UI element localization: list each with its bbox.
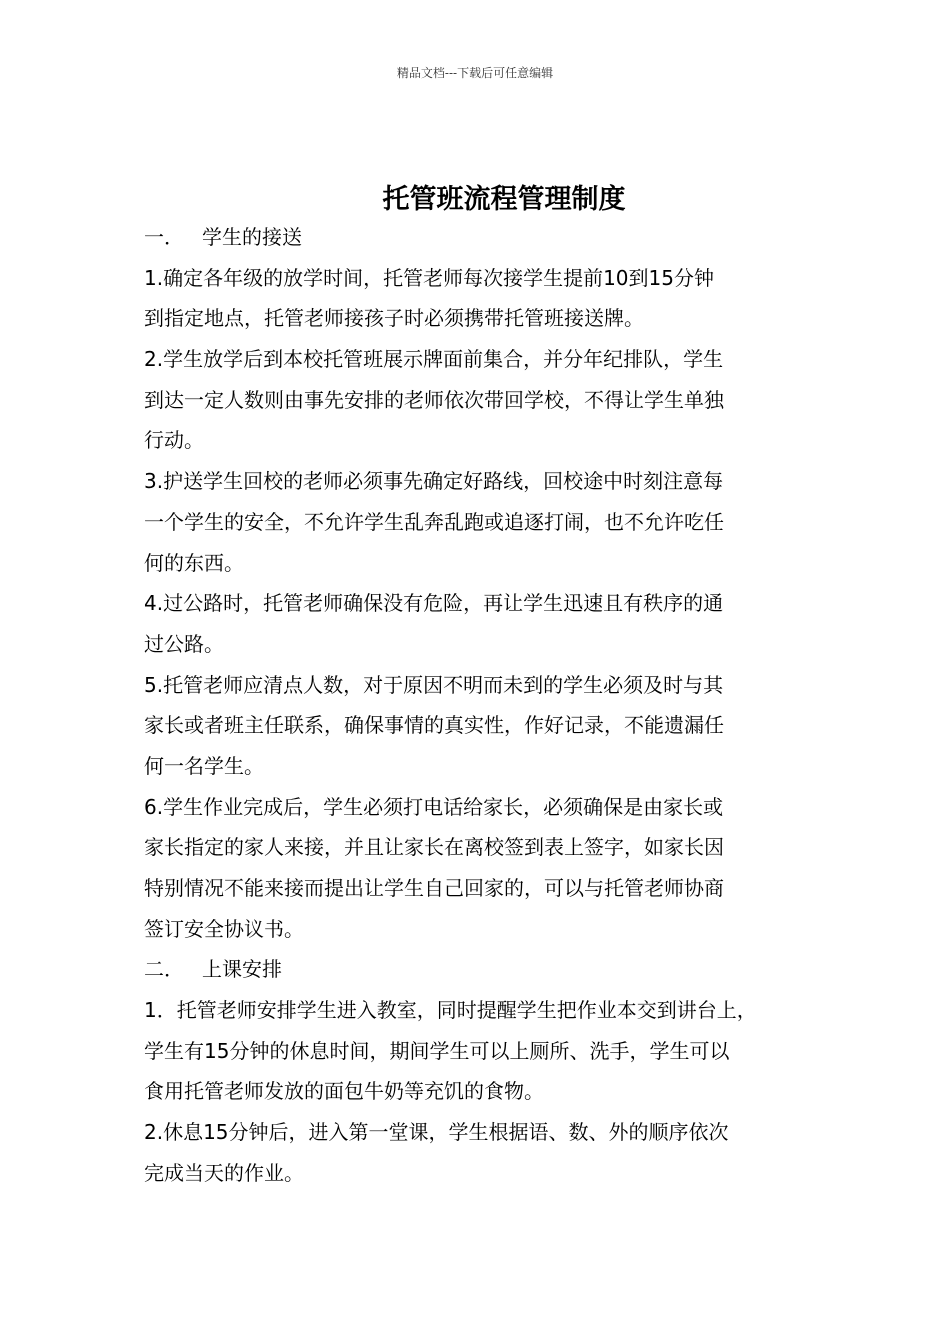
paragraph-line: 家长或者班主任联系，确保事情的真实性，作好记录，不能遗漏任 bbox=[144, 713, 724, 738]
section-heading bbox=[144, 217, 824, 258]
paragraph-line: 家长指定的家人来接，并且让家长在离校签到表上签字，如家长因 bbox=[144, 835, 724, 860]
list-item bbox=[144, 787, 824, 950]
section-heading-text: 上课安排 bbox=[202, 957, 282, 982]
list-item bbox=[144, 665, 824, 787]
paragraph-line: 6.学生作业完成后，学生必须打电话给家长，必须确保是由家长或 bbox=[144, 794, 724, 819]
document-title: 托管班流程管理制度 bbox=[382, 184, 626, 215]
list-item bbox=[144, 990, 824, 1112]
paragraph-line: 5.托管老师应清点人数，对于原因不明而未到的学生必须及时与其 bbox=[144, 672, 724, 697]
paragraph-line: 2.学生放学后到本校托管班展示牌面前集合，并分年纪排队，学生 bbox=[144, 347, 724, 372]
list-item bbox=[144, 1112, 824, 1193]
paragraph-line: 1.确定各年级的放学时间，托管老师每次接学生提前10到15分钟 bbox=[144, 265, 714, 290]
list-item bbox=[144, 461, 824, 583]
paragraph-line: 到达一定人数则由事先安排的老师依次带回学校，不得让学生单独 bbox=[144, 387, 724, 412]
paragraph-line: 特别情况不能来接而提出让学生自己回家的，可以与托管老师协商 bbox=[144, 876, 724, 900]
document-body bbox=[144, 217, 824, 1194]
page-header: 精品文档---下载后可任意编辑 bbox=[396, 66, 554, 80]
paragraph-line: 学生有15分钟的休息时间，期间学生可以上厕所、洗手，学生可以 bbox=[144, 1038, 730, 1063]
paragraph-line: 2.休息15分钟后，进入第一堂课，学生根据语、数、外的顺序依次 bbox=[144, 1120, 729, 1145]
paragraph-line: 到指定地点，托管老师接孩子时必须携带托管班接送牌。 bbox=[144, 306, 644, 331]
paragraph-line: 食用托管老师发放的面包牛奶等充饥的食物。 bbox=[144, 1079, 544, 1104]
list-item bbox=[144, 583, 824, 664]
paragraph-line: 3.护送学生回校的老师必须事先确定好路线，回校途中时刻注意每 bbox=[144, 469, 724, 494]
paragraph-line: 4.过公路时，托管老师确保没有危险，再让学生迅速且有秩序的通 bbox=[144, 591, 724, 616]
list-item bbox=[144, 339, 824, 461]
paragraph-line: 1．托管老师安排学生进入教室，同时提醒学生把作业本交到讲台上， bbox=[144, 998, 757, 1023]
paragraph-line: 行动。 bbox=[144, 428, 204, 453]
paragraph-line: 过公路。 bbox=[144, 631, 224, 656]
section-number: 二． bbox=[144, 957, 184, 982]
section-heading bbox=[144, 949, 824, 990]
paragraph-line: 完成当天的作业。 bbox=[144, 1160, 304, 1185]
section-heading-text: 学生的接送 bbox=[202, 225, 302, 249]
paragraph-line: 何的东西。 bbox=[144, 550, 244, 575]
list-item bbox=[144, 258, 824, 339]
paragraph-line: 一个学生的安全，不允许学生乱奔乱跑或追逐打闹，也不允许吃任 bbox=[144, 509, 724, 534]
paragraph-line: 签订安全协议书。 bbox=[144, 916, 304, 941]
section-number: 一． bbox=[144, 225, 184, 249]
paragraph-line: 何一名学生。 bbox=[144, 753, 264, 778]
